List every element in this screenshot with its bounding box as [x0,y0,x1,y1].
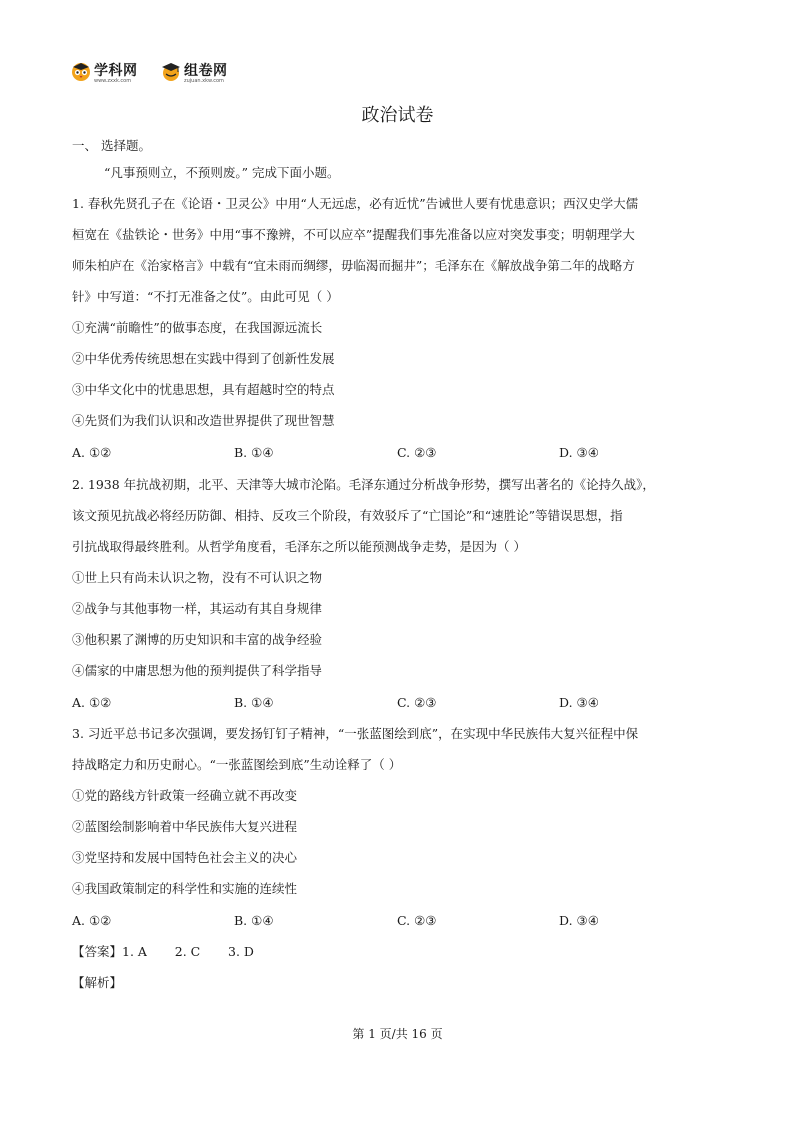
q1-option-b: B. ①④ [234,445,274,460]
q3-option-b: B. ①④ [234,913,274,928]
q1-option-d: D. ③④ [559,445,599,460]
q1-line: 1. 春秋先贤孔子在《论语・卫灵公》中用“人无远虑，必有近忧”告诫世人要有忧患意识；西汉史学大儒 [72,196,639,211]
header-logos [70,58,270,90]
q2-option-b: B. ①④ [234,695,274,710]
intro-text: “凡事预则立，不预则废。” 完成下面小题。 [104,165,340,180]
q1-line: 针》中写道：“不打无准备之仗”。由此可见（ ） [72,289,339,304]
q3-statement: ③党坚持和发展中国特色社会主义的决心 [72,850,298,865]
page-footer: 第 1 页/共 16 页 [352,1027,443,1041]
section-heading: 一、 选择题。 [72,138,151,153]
q1-option-a: A. ①② [72,445,112,460]
q3-statement: ④我国政策制定的科学性和实施的连续性 [72,881,298,896]
q2-option-c: C. ②③ [397,695,437,710]
q1-line: 师朱柏庐在《治家格言》中载有“宜未雨而绸缪，毋临渴而掘井”；毛泽东在《解放战争第二年的战略方 [72,258,635,273]
q3-option-d: D. ③④ [559,913,599,928]
q2-line: 引抗战取得最终胜利。从哲学角度看，毛泽东之所以能预测战争走势，是因为（ ） [72,539,526,554]
q3-option-c: C. ②③ [397,913,437,928]
page-title: 政治试卷 [361,105,434,126]
q1-line: 桓宽在《盐铁论・世务》中用“事不豫辨，不可以应卒”提醒我们事先准备以应对突发事变；明朝理学大 [72,227,635,242]
q2-line: 2. 1938 年抗战初期，北平、天津等大城市沦陷。毛泽东通过分析战争形势，撰写出著名的《论持久战》， [72,477,655,492]
q3-option-a: A. ①② [72,913,112,928]
q2-statement: ①世上只有尚未认识之物，没有不可认识之物 [72,570,323,585]
q1-statement: ①充满“前瞻性”的做事态度，在我国源远流长 [72,320,323,335]
logo2-url: zujuan.xkw.com [184,78,224,84]
q3-line: 持战略定力和历史耐心。“一张蓝图绘到底”生动诠释了（ ） [72,757,402,772]
analysis-tag: 【解析】 [72,975,123,990]
q1-statement: ③中华文化中的忧患思想，具有超越时空的特点 [72,382,335,397]
q2-option-d: D. ③④ [559,695,599,710]
q1-option-c: C. ②③ [397,445,437,460]
q2-statement: ④儒家的中庸思想为他的预判提供了科学指导 [72,663,323,678]
graduation-cap-icon [160,60,182,82]
q2-statement: ③他积累了渊博的历史知识和丰富的战争经验 [72,632,323,647]
q3-line: 3. 习近平总书记多次强调，要发扬钉钉子精神，“一张蓝图绘到底”，在实现中华民族伟大复兴征程中保 [72,726,639,741]
answer-line [72,944,254,960]
q3-statement: ①党的路线方针政策一经确立就不再改变 [72,788,298,803]
answer-tag: 【答案】 [72,944,123,959]
q2-option-a: A. ①② [72,695,112,710]
q3-statement: ②蓝图绘制影响着中华民族伟大复兴进程 [72,819,298,834]
q1-statement: ④先贤们为我们认识和改造世界提供了现世智慧 [72,413,335,428]
logo1-url: www.zxxk.com [94,78,132,84]
q1-statement: ②中华优秀传统思想在实践中得到了创新性发展 [72,351,335,366]
logo2-name: 组卷网 [184,63,228,79]
q2-statement: ②战争与其他事物一样，其运动有其自身规律 [72,601,323,616]
owl-icon [70,60,92,82]
q2-line: 该文预见抗战必将经历防御、相持、反攻三个阶段，有效驳斥了“亡国论”和“速胜论”等错误思想，指 [72,508,623,523]
answer-text: 1. A 2. C 3. D [122,944,254,959]
logo1-name: 学科网 [94,63,138,79]
